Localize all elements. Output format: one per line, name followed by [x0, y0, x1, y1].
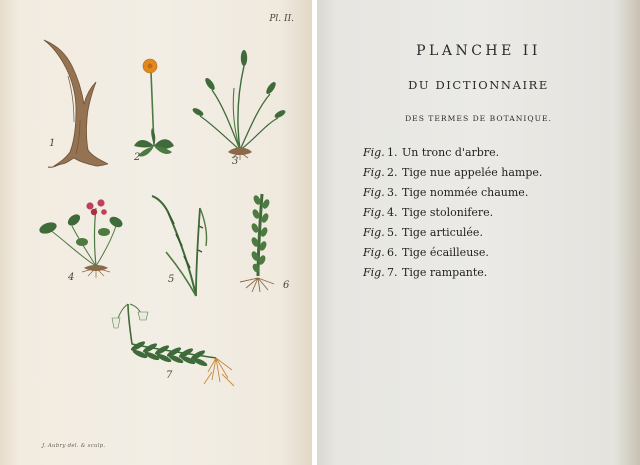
fig-abbrev: Fig. — [363, 186, 385, 199]
legend-entry — [363, 186, 542, 206]
botanical-plate-illustration — [0, 0, 312, 465]
legend-entry — [363, 266, 542, 286]
fig-abbrev: Fig. — [363, 246, 385, 259]
plate-page — [0, 0, 312, 465]
fig-abbrev: Fig. — [363, 146, 385, 159]
entry-number: 3. — [387, 186, 398, 199]
legend-entry — [363, 226, 542, 246]
figure-number-7: 7 — [166, 370, 173, 381]
entry-text: Tige articulée. — [402, 226, 483, 239]
scaly-stem-illustration — [240, 194, 274, 292]
fig-abbrev: Fig. — [363, 266, 385, 279]
entry-text: Tige nue appelée hampe. — [402, 166, 543, 179]
figure-number-6: 6 — [283, 280, 290, 291]
plate-title: PLANCHE II — [416, 43, 541, 59]
legend-entry — [363, 246, 542, 266]
plate-label: Pl. II. — [269, 14, 294, 24]
stoloniferous-plant-illustration — [38, 199, 124, 278]
legend-page — [317, 0, 640, 465]
entry-text: Tige stolonifere. — [402, 206, 494, 219]
culm-grass-illustration — [191, 50, 286, 160]
entry-text: Tige rampante. — [402, 266, 488, 279]
entry-number: 4. — [387, 206, 398, 219]
figure-number-4: 4 — [68, 272, 75, 283]
entry-number: 6. — [387, 246, 398, 259]
entry-text: Tige écailleuse. — [402, 246, 489, 259]
fig-abbrev: Fig. — [363, 166, 385, 179]
dictionary-title: DU DICTIONNAIRE — [408, 78, 549, 92]
articulated-stem-illustration — [152, 196, 207, 296]
figure-number-2: 2 — [134, 152, 141, 163]
legend-entry — [363, 166, 542, 186]
figure-number-1: 1 — [49, 138, 56, 149]
entry-number: 2. — [387, 166, 398, 179]
entry-text: Tige nommée chaume. — [402, 186, 529, 199]
legend-entry — [363, 206, 542, 226]
figure-number-5: 5 — [168, 274, 175, 285]
figure-legend-list — [363, 146, 542, 286]
entry-number: 1. — [387, 146, 398, 159]
fig-abbrev: Fig. — [363, 206, 385, 219]
entry-number: 5. — [387, 226, 398, 239]
engraver-credit: J. Aubry del. & sculp. — [42, 443, 106, 449]
entry-number: 7. — [387, 266, 398, 279]
scape-plant-illustration — [134, 59, 174, 157]
legend-entry — [363, 146, 542, 166]
subject-title: DES TERMES DE BOTANIQUE. — [405, 114, 552, 123]
figure-number-3: 3 — [232, 156, 239, 167]
entry-text: Un tronc d'arbre. — [402, 146, 500, 159]
fig-abbrev: Fig. — [363, 226, 385, 239]
creeping-stem-illustration — [112, 304, 234, 386]
